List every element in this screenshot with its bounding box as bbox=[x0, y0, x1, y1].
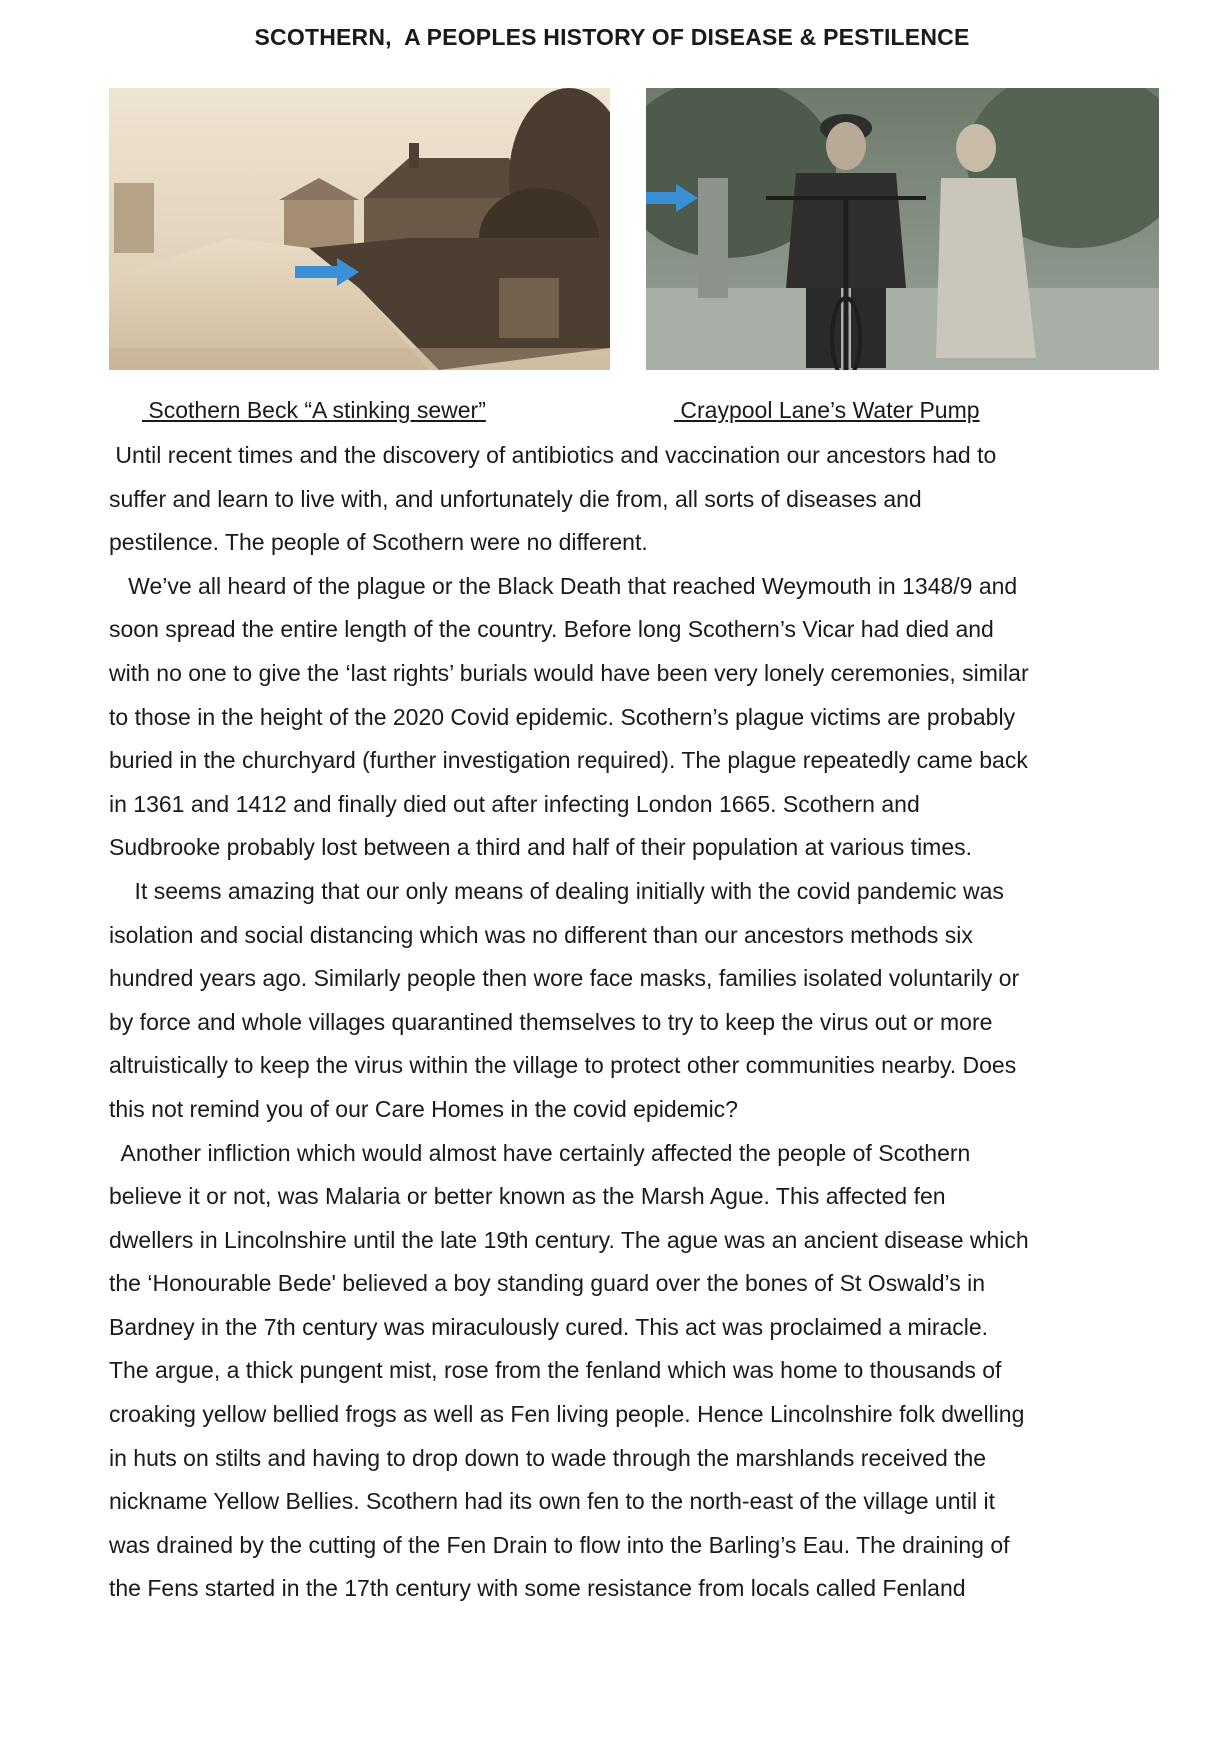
text-line: the ‘Honourable Bede' believed a boy standing guard over the bones of St Oswald’s in bbox=[109, 1270, 985, 1297]
text-line: soon spread the entire length of the country. Before long Scothern’s Vicar had died and bbox=[109, 616, 994, 643]
text-line: Another infliction which would almost have certainly affected the people of Scothern bbox=[109, 1139, 971, 1166]
text-line: with no one to give the ‘last rights’ burials would have been very lonely ceremonies, similar bbox=[109, 659, 1029, 686]
text-line: Sudbrooke probably lost between a third and half of their population at various times. bbox=[109, 834, 973, 861]
text-line: by force and whole villages quarantined themselves to try to keep the virus out or more bbox=[109, 1008, 993, 1035]
photo-scothern-beck bbox=[109, 88, 610, 370]
text-line: buried in the churchyard (further investigation required). The plague repeatedly came back bbox=[109, 747, 1028, 774]
photo-craypool-lane-pump bbox=[646, 88, 1159, 370]
text-line: to those in the height of the 2020 Covid epidemic. Scothern’s plague victims are probably bbox=[109, 703, 1016, 730]
text-line: croaking yellow bellied frogs as well as Fen living people. Hence Lincolnshire folk dwelling bbox=[109, 1401, 1025, 1428]
text-line: in huts on stilts and having to drop down to wade through the marshlands received the bbox=[109, 1444, 987, 1471]
figure-caption-right: Craypool Lane’s Water Pump bbox=[674, 397, 980, 423]
text-line: this not remind you of our Care Homes in the covid epidemic? bbox=[109, 1095, 738, 1122]
text-line: in 1361 and 1412 and finally died out after infecting London 1665. Scothern and bbox=[109, 790, 920, 817]
text-line: We’ve all heard of the plague or the Black Death that reached Weymouth in 1348/9 and bbox=[109, 572, 1018, 599]
text-line: nickname Yellow Bellies. Scothern had its own fen to the north-east of the village until it bbox=[109, 1488, 996, 1515]
text-line: It seems amazing that our only means of dealing initially with the covid pandemic was bbox=[109, 877, 1004, 904]
body-text bbox=[109, 434, 1129, 1611]
text-line: Bardney in the 7th century was miraculously cured. This act was proclaimed a miracle. bbox=[109, 1313, 989, 1340]
document-title: SCOTHERN, A PEOPLES HISTORY OF DISEASE & PESTILENCE bbox=[254, 24, 970, 50]
text-line: was drained by the cutting of the Fen Drain to flow into the Barling’s Eau. The draining of bbox=[109, 1531, 1010, 1558]
text-line: isolation and social distancing which was no different than our ancestors methods six bbox=[109, 921, 973, 948]
text-line: The argue, a thick pungent mist, rose from the fenland which was home to thousands of bbox=[109, 1357, 1002, 1384]
text-line: believe it or not, was Malaria or better known as the Marsh Ague. This affected fen bbox=[109, 1183, 946, 1210]
text-line: suffer and learn to live with, and unfortunately die from, all sorts of diseases and bbox=[109, 485, 922, 512]
text-line: hundred years ago. Similarly people then wore face masks, families isolated voluntarily or bbox=[109, 965, 1020, 992]
figure-caption-left: Scothern Beck “A stinking sewer” bbox=[142, 397, 486, 423]
text-line: the Fens started in the 17th century with some resistance from locals called Fenland bbox=[109, 1575, 966, 1602]
text-line: dwellers in Lincolnshire until the late 19th century. The ague was an ancient disease which bbox=[109, 1226, 1029, 1253]
text-line: pestilence. The people of Scothern were no different. bbox=[109, 529, 648, 556]
text-line: altruistically to keep the virus within the village to protect other communities nearby. Does bbox=[109, 1052, 1017, 1079]
text-line: Until recent times and the discovery of antibiotics and vaccination our ancestors had to bbox=[109, 442, 997, 468]
